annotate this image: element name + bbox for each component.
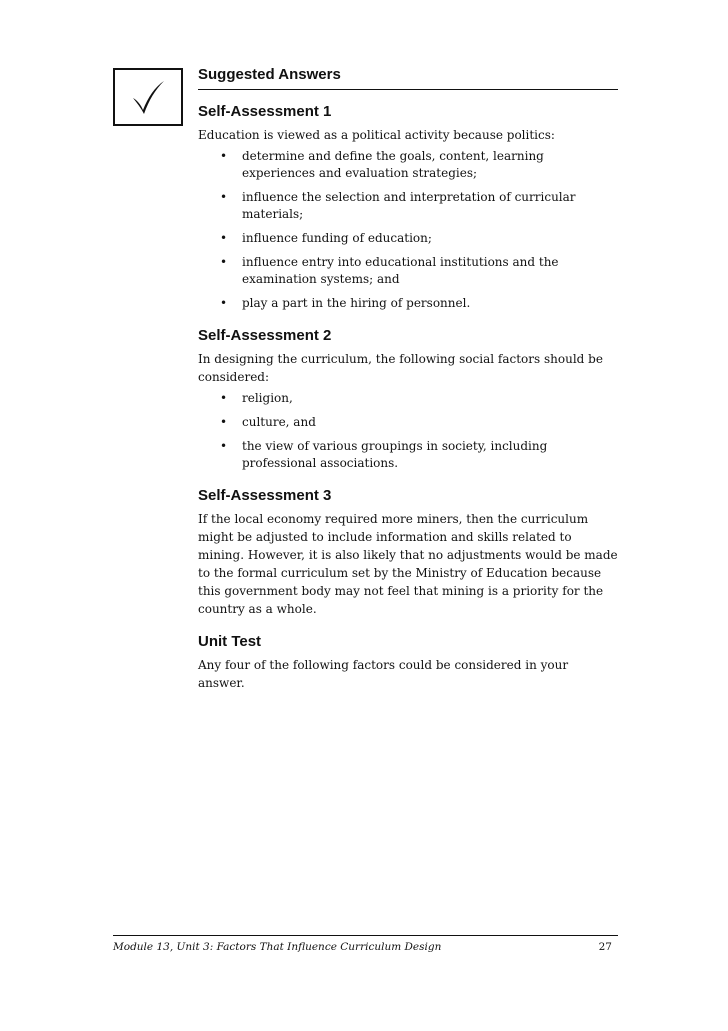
self-assessment-1-section [198,102,618,312]
self-assessment-1-heading: Self-Assessment 1 [198,103,332,120]
list-item: • influence the selection and interpretation of curricular materials; [220,190,576,221]
page-number: 27 [598,941,612,953]
checkmark-icon [128,77,168,117]
self-assessment-2-intro: In designing the curriculum, the following social factors should be considered: [198,352,603,384]
self-assessment-2-list [198,390,618,472]
list-item: • culture, and [220,415,316,429]
page-footer [113,935,618,954]
list-item: • influence entry into educational institutions and the examination systems; and [220,255,559,286]
page-title: Suggested Answers [198,64,618,90]
page-content [198,64,618,692]
self-assessment-1-intro: Education is viewed as a political activity because politics: [198,128,555,142]
list-item: • the view of various groupings in society, including professional associations. [220,439,548,470]
unit-test-heading: Unit Test [198,633,262,650]
list-item: • religion, [220,391,293,405]
unit-test-body: Any four of the following factors could be considered in your answer. [198,658,569,690]
list-item: • play a part in the hiring of personnel. [220,296,471,310]
list-item: • determine and define the goals, content, learning experiences and evaluation strategies; [220,149,544,180]
footer-module-title: Module 13, Unit 3: Factors That Influence Curriculum Design [113,941,442,953]
self-assessment-3-section [198,486,618,618]
list-item: • influence funding of education; [220,231,432,245]
answers-checkbox [113,68,183,126]
self-assessment-1-list [198,148,618,312]
self-assessment-3-heading: Self-Assessment 3 [198,487,332,504]
self-assessment-3-body: If the local economy required more miners, then the curriculum might be adjusted to include information and skills related to mining. However, it is also likely that no adjustments would be made to the formal curriculum set by the Ministry of Education because this government body may not feel that mining is a priority for the country as a whole. [198,512,618,616]
self-assessment-2-section [198,326,618,472]
unit-test-section [198,632,618,692]
self-assessment-2-heading: Self-Assessment 2 [198,327,332,344]
